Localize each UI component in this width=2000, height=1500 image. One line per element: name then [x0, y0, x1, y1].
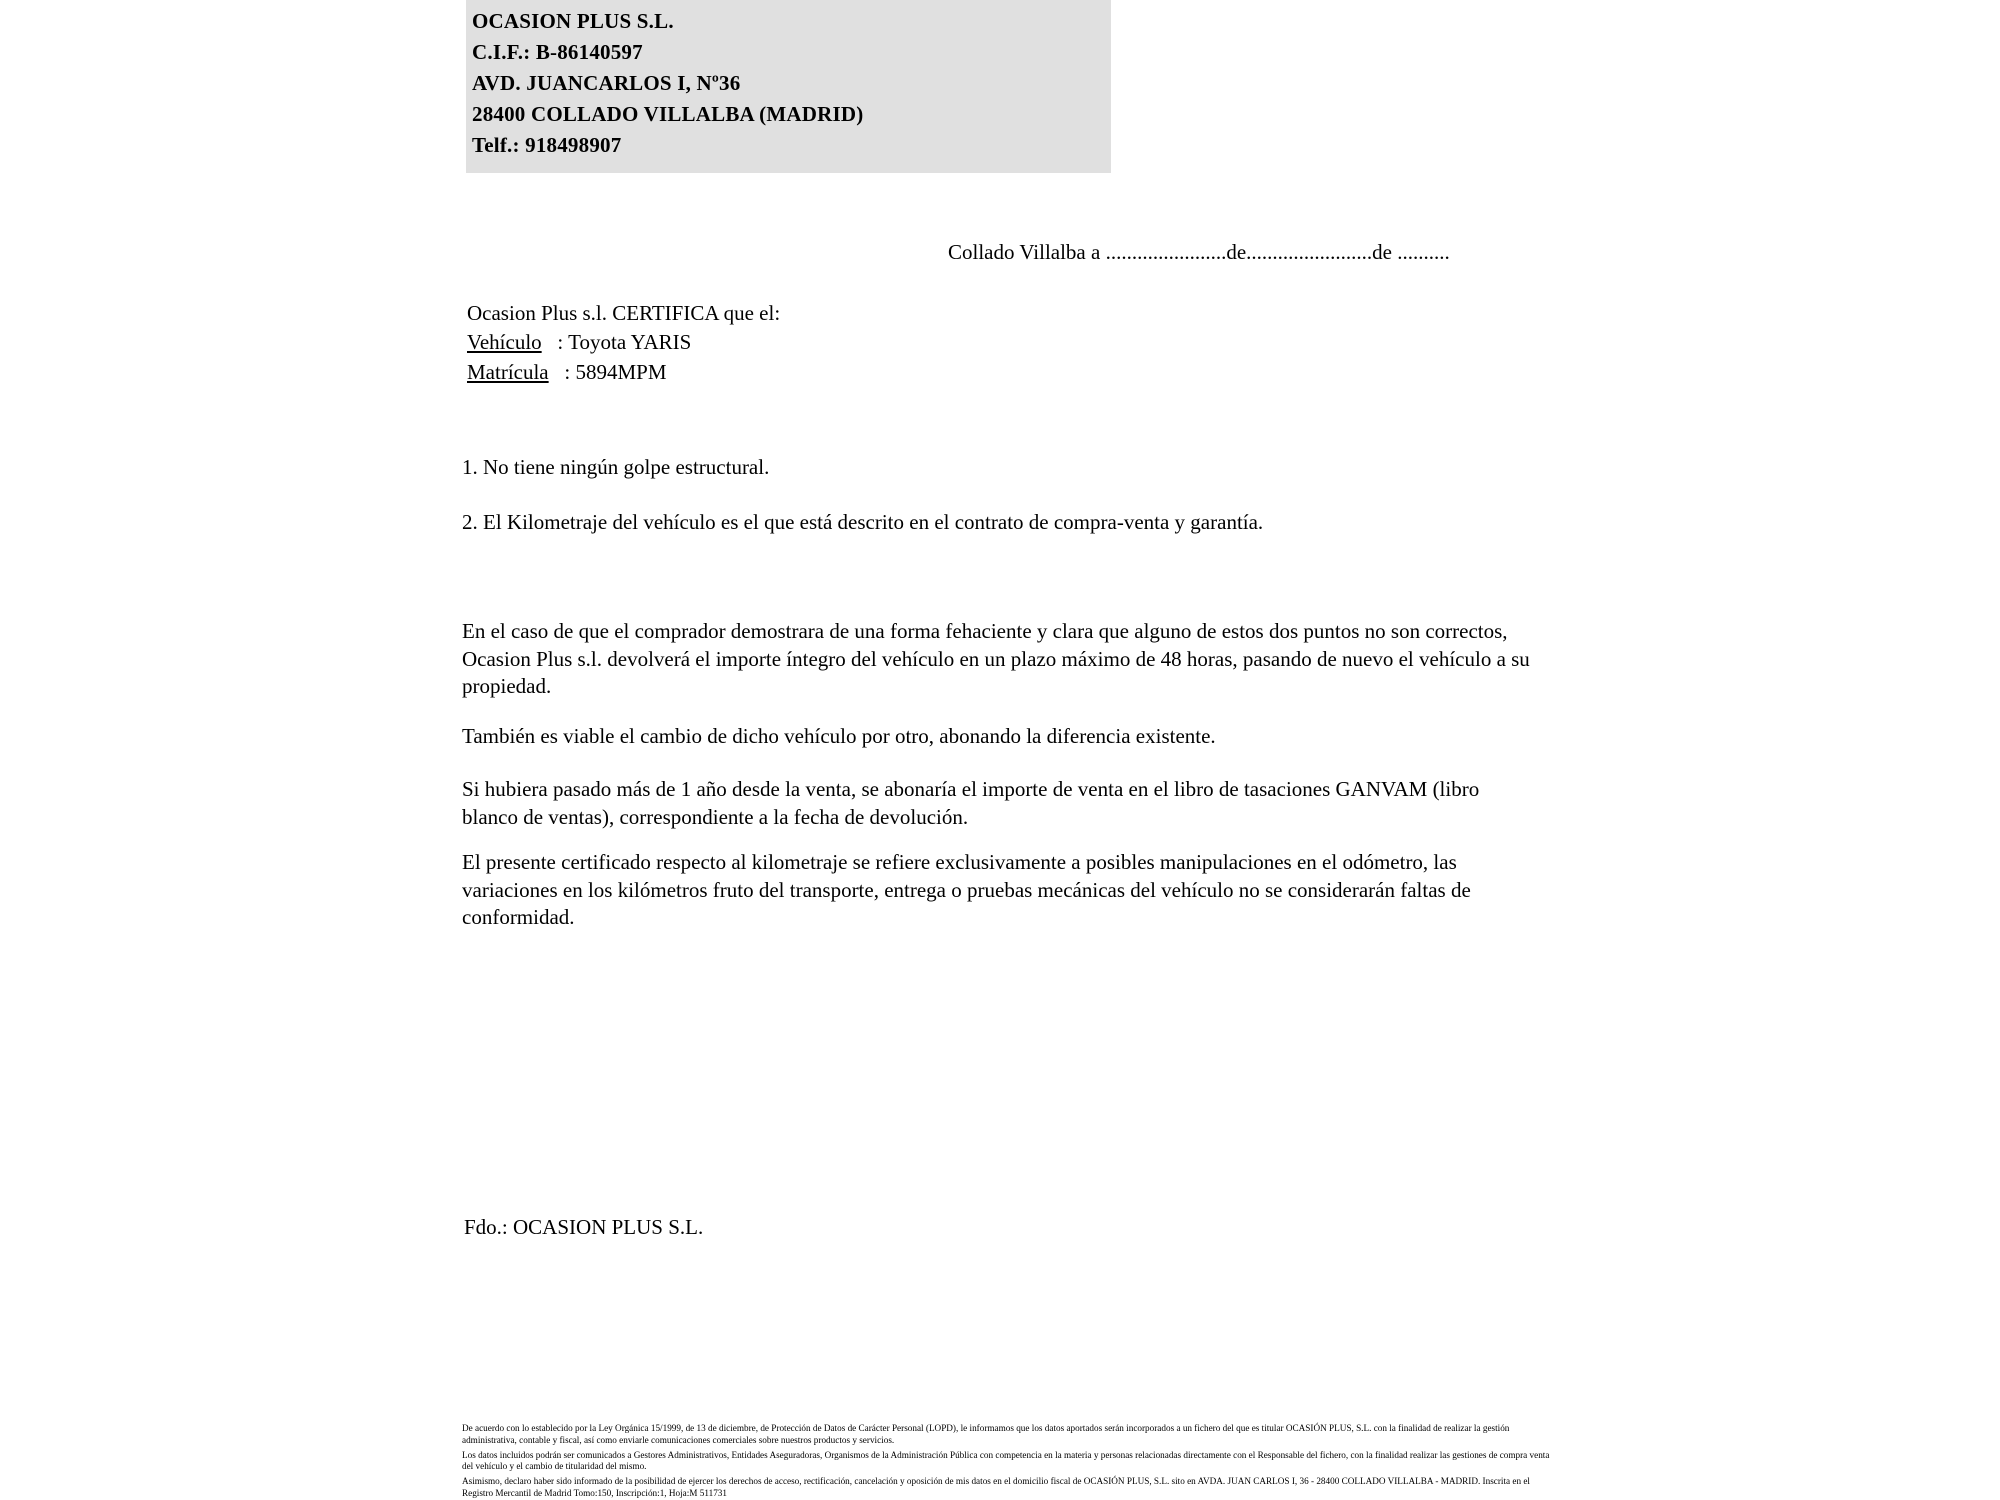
signature-line: Fdo.: OCASION PLUS S.L. — [464, 1215, 704, 1239]
plate-label: Matrícula — [467, 359, 549, 384]
point-2: 2. El Kilometraje del vehículo es el que está descrito en el contrato de compra-venta y garantía. — [462, 510, 1264, 534]
paragraph-odometer: El presente certificado respecto al kilometraje se refiere exclusivamente a posibles manipulaciones en el odómetro, las variaciones en los kilómetros fruto del transporte, entrega o pruebas mecánicas del vehículo no se considerarán faltas de conformidad. — [462, 850, 1471, 930]
company-name: OCASION PLUS S.L. — [472, 9, 674, 33]
certify-intro: Ocasion Plus s.l. CERTIFICA que el: — [467, 301, 781, 325]
company-address: AVD. JUANCARLOS I, Nº36 — [472, 71, 741, 96]
legal-paragraph-2: Los datos incluidos podrán ser comunicados a Gestores Administrativos, Entidades Aseguradoras, Organismos de la Administración Pública con competencia en la materia y personas relacionadas directamente con el Responsable del fichero, con la finalidad realizar las gestiones de compra venta del vehículo y el cambio de titularidad del mismo. — [462, 1449, 1550, 1472]
paragraph-refund: En el caso de que el comprador demostrara de una forma fehaciente y clara que alguno de estos dos puntos no son correctos, Ocasion Plus s.l. devolverá el importe íntegro del vehículo en un plazo máximo de 48 horas, pasando de nuevo el vehículo a su propiedad. — [462, 619, 1530, 699]
vehicle-label: Vehículo — [467, 330, 542, 355]
date-line: Collado Villalba a .......................de........................de .......... — [948, 240, 1450, 264]
legal-paragraph-1: De acuerdo con lo establecido por la Ley Orgánica 15/1999, de 13 de diciembre, de Protección de Datos de Carácter Personal (LOPD), le informamos que los datos aportados serán incorporados a un fichero del que es titular OCASIÓN PLUS, S.L. con la finalidad de realizar la gestión administrativa, contable y fiscal, así como enviarle comunicaciones comerciales sobre nuestros productos y servicios. — [462, 1423, 1510, 1445]
point-1: 1. No tiene ningún golpe estructural. — [462, 455, 770, 479]
legal-footer — [462, 1423, 1552, 1500]
paragraph-exchange: También es viable el cambio de dicho vehículo por otro, abonando la diferencia existente. — [462, 724, 1216, 748]
legal-paragraph-3: Asimismo, declaro haber sido informado de la posibilidad de ejercer los derechos de acceso, rectificación, cancelación y oposición de mis datos en el domicilio fiscal de OCASIÓN PLUS, S.L. sito en AVDA. JUAN CARLOS I, 36 - 28400 COLLADO VILLALBA - MADRID. Inscrita en el Registro Mercantil de Madrid Tomo:150, Inscripción:1, Hoja:M 511731 — [462, 1476, 1530, 1498]
company-header-block — [466, 0, 1111, 173]
plate-row — [467, 359, 780, 386]
plate-separator: : — [548, 359, 576, 384]
vehicle-value: Toyota YARIS — [568, 330, 692, 355]
plate-value: 5894MPM — [575, 359, 667, 384]
certification-block — [467, 300, 780, 388]
paragraph-ganvam: Si hubiera pasado más de 1 año desde la venta, se abonaría el importe de venta en el libro de tasaciones GANVAM (libro blanco de ventas), correspondiente a la fecha de devolución. — [462, 777, 1480, 829]
company-phone: Telf.: 918498907 — [472, 133, 622, 158]
company-cif: C.I.F.: B-86140597 — [472, 40, 643, 65]
vehicle-separator: : — [541, 330, 569, 355]
company-city: 28400 COLLADO VILLALBA (MADRID) — [472, 102, 864, 127]
vehicle-row — [467, 329, 780, 356]
